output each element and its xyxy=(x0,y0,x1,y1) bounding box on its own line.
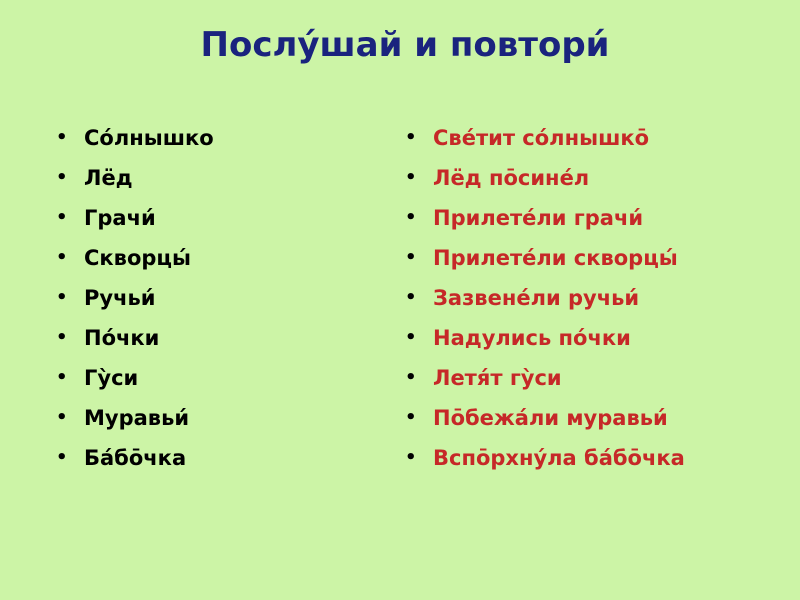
word-text: Со́лнышко xyxy=(84,126,214,150)
list-item xyxy=(405,198,685,238)
bullet-icon: • xyxy=(405,167,417,188)
list-item xyxy=(405,438,685,478)
word-text: Ручьи́ xyxy=(84,286,156,310)
list-item xyxy=(405,318,685,358)
phrase-text: Надулись по́чки xyxy=(433,326,631,350)
list-item xyxy=(405,158,685,198)
bullet-icon: • xyxy=(405,127,417,148)
phrase-text: Прилете́ли скворцы́ xyxy=(433,246,678,270)
word-list xyxy=(56,118,214,478)
list-item xyxy=(56,118,214,158)
bullet-icon: • xyxy=(56,447,68,468)
list-item xyxy=(405,398,685,438)
list-item xyxy=(56,358,214,398)
bullet-icon: • xyxy=(56,167,68,188)
word-text: Грачи́ xyxy=(84,206,156,230)
word-text: Ба́бо̄чка xyxy=(84,446,187,470)
list-item xyxy=(405,358,685,398)
list-item xyxy=(405,238,685,278)
list-item xyxy=(56,438,214,478)
word-text: Гу̀си xyxy=(84,366,139,390)
bullet-icon: • xyxy=(56,287,68,308)
slide-title: Послу́шай и повтори́ xyxy=(200,25,610,65)
list-item xyxy=(56,398,214,438)
list-item xyxy=(56,238,214,278)
bullet-icon: • xyxy=(56,247,68,268)
word-text: По́чки xyxy=(84,326,160,350)
bullet-icon: • xyxy=(405,327,417,348)
list-item xyxy=(56,158,214,198)
bullet-icon: • xyxy=(56,367,68,388)
phrase-text: По̄бежа́ли муравьи́ xyxy=(433,406,668,430)
list-item xyxy=(56,278,214,318)
bullet-icon: • xyxy=(56,127,68,148)
bullet-icon: • xyxy=(56,327,68,348)
phrase-text: Прилете́ли грачи́ xyxy=(433,206,644,230)
phrase-text: Летя́т гу̀си xyxy=(433,366,562,390)
bullet-icon: • xyxy=(405,447,417,468)
list-item xyxy=(56,318,214,358)
bullet-icon: • xyxy=(405,367,417,388)
phrase-text: Лёд по̄сине́л xyxy=(433,166,590,190)
bullet-icon: • xyxy=(405,207,417,228)
phrase-text: Све́тит со́лнышко̄ xyxy=(433,126,650,150)
bullet-icon: • xyxy=(405,407,417,428)
word-text: Скворцы́ xyxy=(84,246,191,270)
bullet-icon: • xyxy=(405,247,417,268)
list-item xyxy=(405,278,685,318)
phrase-text: Зазвене́ли ручьи́ xyxy=(433,286,640,310)
phrase-text: Вспо̄рхну́ла ба́бо̄чка xyxy=(433,446,685,470)
word-text: Лёд xyxy=(84,166,133,190)
word-text: Муравьи́ xyxy=(84,406,190,430)
phrase-list xyxy=(405,118,685,478)
list-item xyxy=(405,118,685,158)
bullet-icon: • xyxy=(405,287,417,308)
bullet-icon: • xyxy=(56,407,68,428)
bullet-icon: • xyxy=(56,207,68,228)
list-item xyxy=(56,198,214,238)
